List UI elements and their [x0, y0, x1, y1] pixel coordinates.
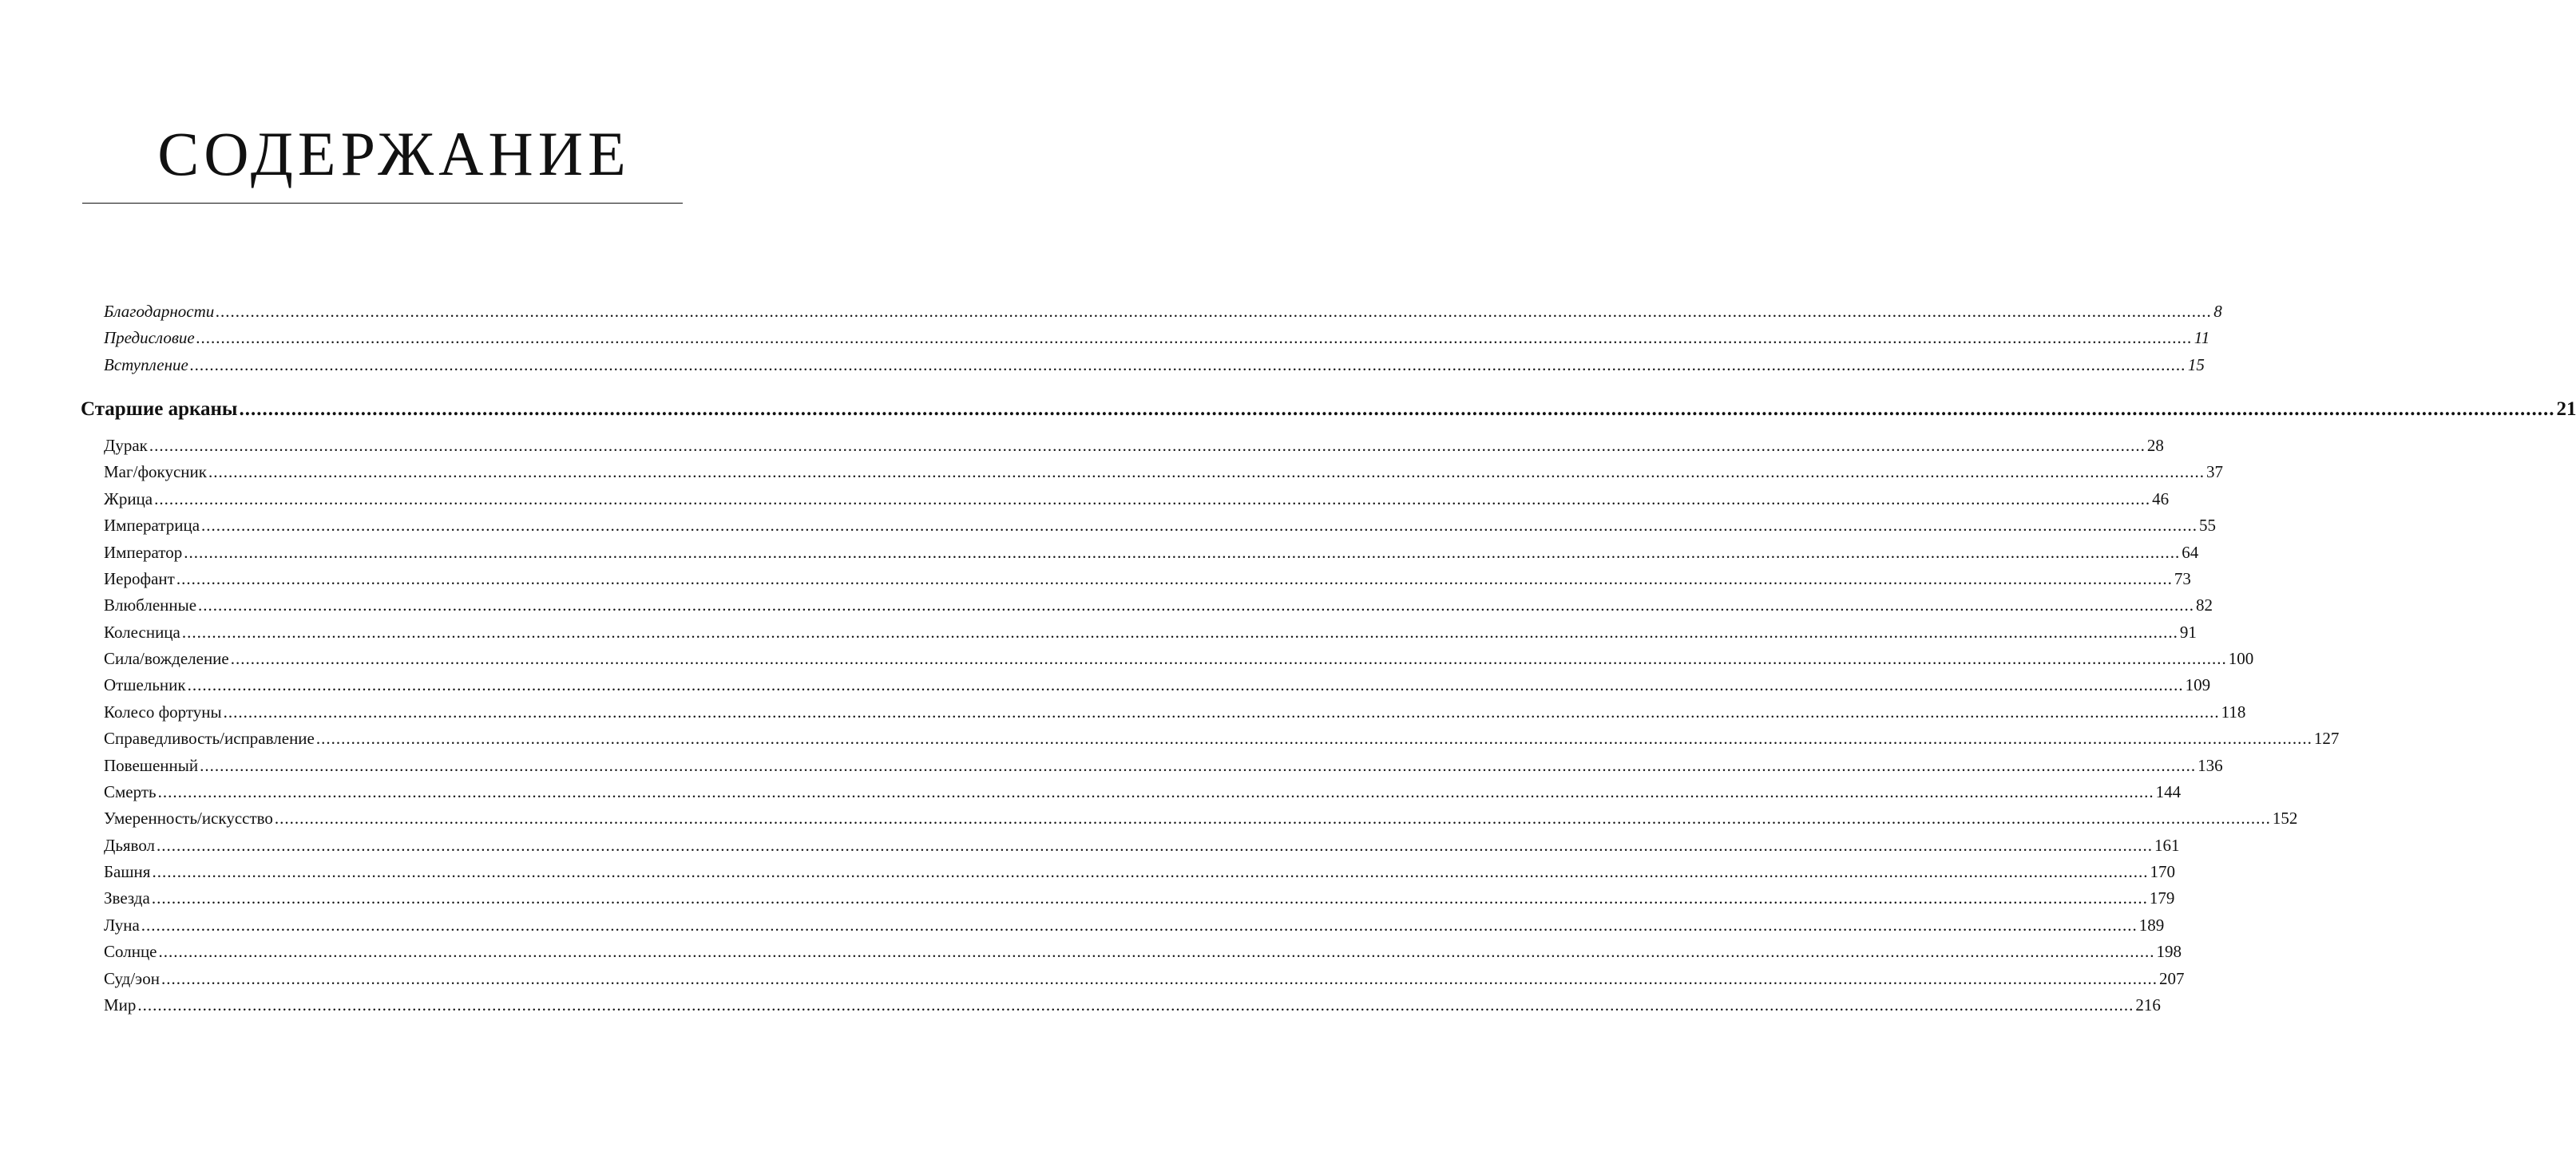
dot-leader: ................................................................................................................................................................................................................................................................................................................................................................................................................ [239, 398, 2555, 420]
toc-entry-title: Старшие арканы [81, 398, 238, 420]
toc-page-number: 161 [2154, 835, 2180, 855]
toc-entry-title: Дьявол [104, 835, 156, 855]
toc-page-number: 198 [2156, 942, 2182, 962]
toc-entry[interactable] [104, 728, 2340, 749]
dot-leader: ................................................................................................................................................................................................................................................................................................................................................................................................................ [152, 862, 2149, 882]
dot-leader: ................................................................................................................................................................................................................................................................................................................................................................................................................ [196, 328, 2193, 348]
toc-entry[interactable] [104, 755, 2223, 776]
dot-leader: ................................................................................................................................................................................................................................................................................................................................................................................................................ [274, 809, 2271, 829]
title-divider [82, 203, 683, 204]
toc-page-number: 144 [2155, 781, 2182, 801]
toc-page-number: 207 [2158, 968, 2185, 988]
toc-entry[interactable] [104, 595, 2213, 615]
toc-entry[interactable] [104, 461, 2223, 482]
toc-entry-title: Башня [104, 862, 151, 882]
toc-entry[interactable] [104, 781, 2182, 802]
dot-leader: ................................................................................................................................................................................................................................................................................................................................................................................................................ [200, 755, 2197, 775]
dot-leader: ................................................................................................................................................................................................................................................................................................................................................................................................................ [154, 489, 2151, 508]
dot-leader: ................................................................................................................................................................................................................................................................................................................................................................................................................ [157, 781, 2154, 801]
toc-page-number: 179 [2149, 888, 2175, 908]
toc-entry-title: Отшельник [104, 675, 186, 695]
dot-leader: ................................................................................................................................................................................................................................................................................................................................................................................................................ [141, 915, 2138, 935]
toc-page-number: 127 [2313, 729, 2340, 749]
toc-entry[interactable] [104, 542, 2199, 563]
toc-entry[interactable] [104, 888, 2175, 908]
toc-entry[interactable] [104, 515, 2217, 536]
dot-leader: ................................................................................................................................................................................................................................................................................................................................................................................................................ [181, 622, 2178, 642]
toc-front-matter-item[interactable] [104, 354, 2205, 375]
toc-page-number: 46 [2152, 489, 2170, 508]
toc-page-number: 73 [2174, 568, 2191, 588]
toc-entry-title: Справедливость/исправление [104, 729, 315, 749]
toc-page-number: 189 [2138, 915, 2165, 935]
dot-leader: ................................................................................................................................................................................................................................................................................................................................................................................................................ [208, 462, 2205, 482]
dot-leader: ................................................................................................................................................................................................................................................................................................................................................................................................................ [161, 968, 2158, 988]
toc-page-number: 100 [2228, 649, 2254, 669]
toc-entry[interactable] [104, 622, 2197, 643]
toc-entry[interactable] [104, 968, 2185, 989]
toc-entry-title: Колесо фортуны [104, 702, 222, 722]
dot-leader: ................................................................................................................................................................................................................................................................................................................................................................................................................ [137, 995, 2134, 1015]
toc-entry[interactable] [104, 435, 2164, 456]
toc-entry-title: Жрица [104, 489, 153, 508]
toc-entry[interactable] [104, 941, 2182, 962]
toc-page-number: 8 [2213, 302, 2222, 321]
toc-entry[interactable] [104, 861, 2175, 882]
toc-page-number: 21 [2556, 398, 2576, 420]
toc-entry[interactable] [104, 674, 2211, 695]
dot-leader: ................................................................................................................................................................................................................................................................................................................................................................................................................ [189, 354, 2186, 374]
toc-section-heading[interactable] [81, 398, 2576, 421]
toc-entry-title: Иерофант [104, 568, 175, 588]
toc-entry[interactable] [104, 702, 2246, 722]
toc-entry-title: Благодарности [104, 302, 215, 321]
toc-page-number: 11 [2194, 328, 2210, 348]
dot-leader: ................................................................................................................................................................................................................................................................................................................................................................................................................ [187, 675, 2184, 695]
toc-entry-title: Повешенный [104, 755, 199, 775]
toc-front-matter-item[interactable] [104, 327, 2210, 348]
toc-entry-title: Дурак [104, 436, 148, 455]
toc-entry-title: Император [104, 542, 183, 562]
toc-entry-title: Сила/вожделение [104, 649, 229, 669]
toc-entry-title: Императрица [104, 516, 200, 536]
dot-leader: ................................................................................................................................................................................................................................................................................................................................................................................................................ [157, 835, 2154, 855]
toc-front-matter-item[interactable] [104, 301, 2222, 322]
toc-entry[interactable] [104, 489, 2170, 509]
toc-entry-title: Солнце [104, 942, 157, 962]
toc-page-number: 91 [2179, 622, 2197, 642]
toc-entry-title: Звезда [104, 888, 150, 908]
dot-leader: ................................................................................................................................................................................................................................................................................................................................................................................................................ [198, 595, 2195, 615]
toc-entry-title: Умеренность/искусство [104, 809, 273, 829]
dot-leader: ................................................................................................................................................................................................................................................................................................................................................................................................................ [151, 888, 2148, 908]
toc-page-number: 109 [2185, 675, 2211, 695]
toc-page-number: 37 [2205, 462, 2223, 482]
toc-page-number: 28 [2146, 436, 2164, 455]
toc-entry-title: Вступление [104, 354, 188, 374]
page-title: СОДЕРЖАНИЕ [157, 119, 631, 188]
dot-leader: ................................................................................................................................................................................................................................................................................................................................................................................................................ [315, 729, 2312, 749]
toc-page-number: 152 [2272, 809, 2298, 829]
dot-leader: ................................................................................................................................................................................................................................................................................................................................................................................................................ [149, 436, 2146, 455]
dot-leader: ................................................................................................................................................................................................................................................................................................................................................................................................................ [158, 942, 2155, 962]
toc-entry-title: Маг/фокусник [104, 462, 207, 482]
toc-page-number: 55 [2199, 516, 2217, 536]
toc-entry-title: Предисловие [104, 328, 195, 348]
dot-leader: ................................................................................................................................................................................................................................................................................................................................................................................................................ [184, 542, 2181, 562]
toc-entry-title: Влюбленные [104, 595, 197, 615]
toc-entry[interactable] [104, 808, 2298, 829]
toc-page-number: 64 [2182, 542, 2199, 562]
toc-entry[interactable] [104, 915, 2165, 935]
toc-entry-title: Колесница [104, 622, 180, 642]
dot-leader: ................................................................................................................................................................................................................................................................................................................................................................................................................ [201, 516, 2198, 536]
toc-page-number: 15 [2187, 354, 2205, 374]
toc-page-number: 136 [2198, 755, 2223, 775]
dot-leader: ................................................................................................................................................................................................................................................................................................................................................................................................................ [176, 568, 2173, 588]
dot-leader: ................................................................................................................................................................................................................................................................................................................................................................................................................ [223, 702, 2220, 722]
toc-page-number: 82 [2196, 595, 2213, 615]
toc-entry[interactable] [104, 568, 2191, 589]
toc-entry[interactable] [104, 648, 2254, 669]
toc-entry-title: Суд/эон [104, 968, 160, 988]
toc-entry[interactable] [104, 835, 2180, 856]
toc-entry[interactable] [104, 995, 2161, 1015]
toc-entry-title: Луна [104, 915, 140, 935]
toc-page-number: 170 [2150, 862, 2175, 882]
dot-leader: ................................................................................................................................................................................................................................................................................................................................................................................................................ [216, 302, 2213, 321]
toc-page-number: 216 [2135, 995, 2161, 1015]
toc-page-number: 118 [2221, 702, 2246, 722]
toc-entry-title: Смерть [104, 781, 157, 801]
toc-entry-title: Мир [104, 995, 137, 1015]
dot-leader: ................................................................................................................................................................................................................................................................................................................................................................................................................ [230, 649, 2227, 669]
